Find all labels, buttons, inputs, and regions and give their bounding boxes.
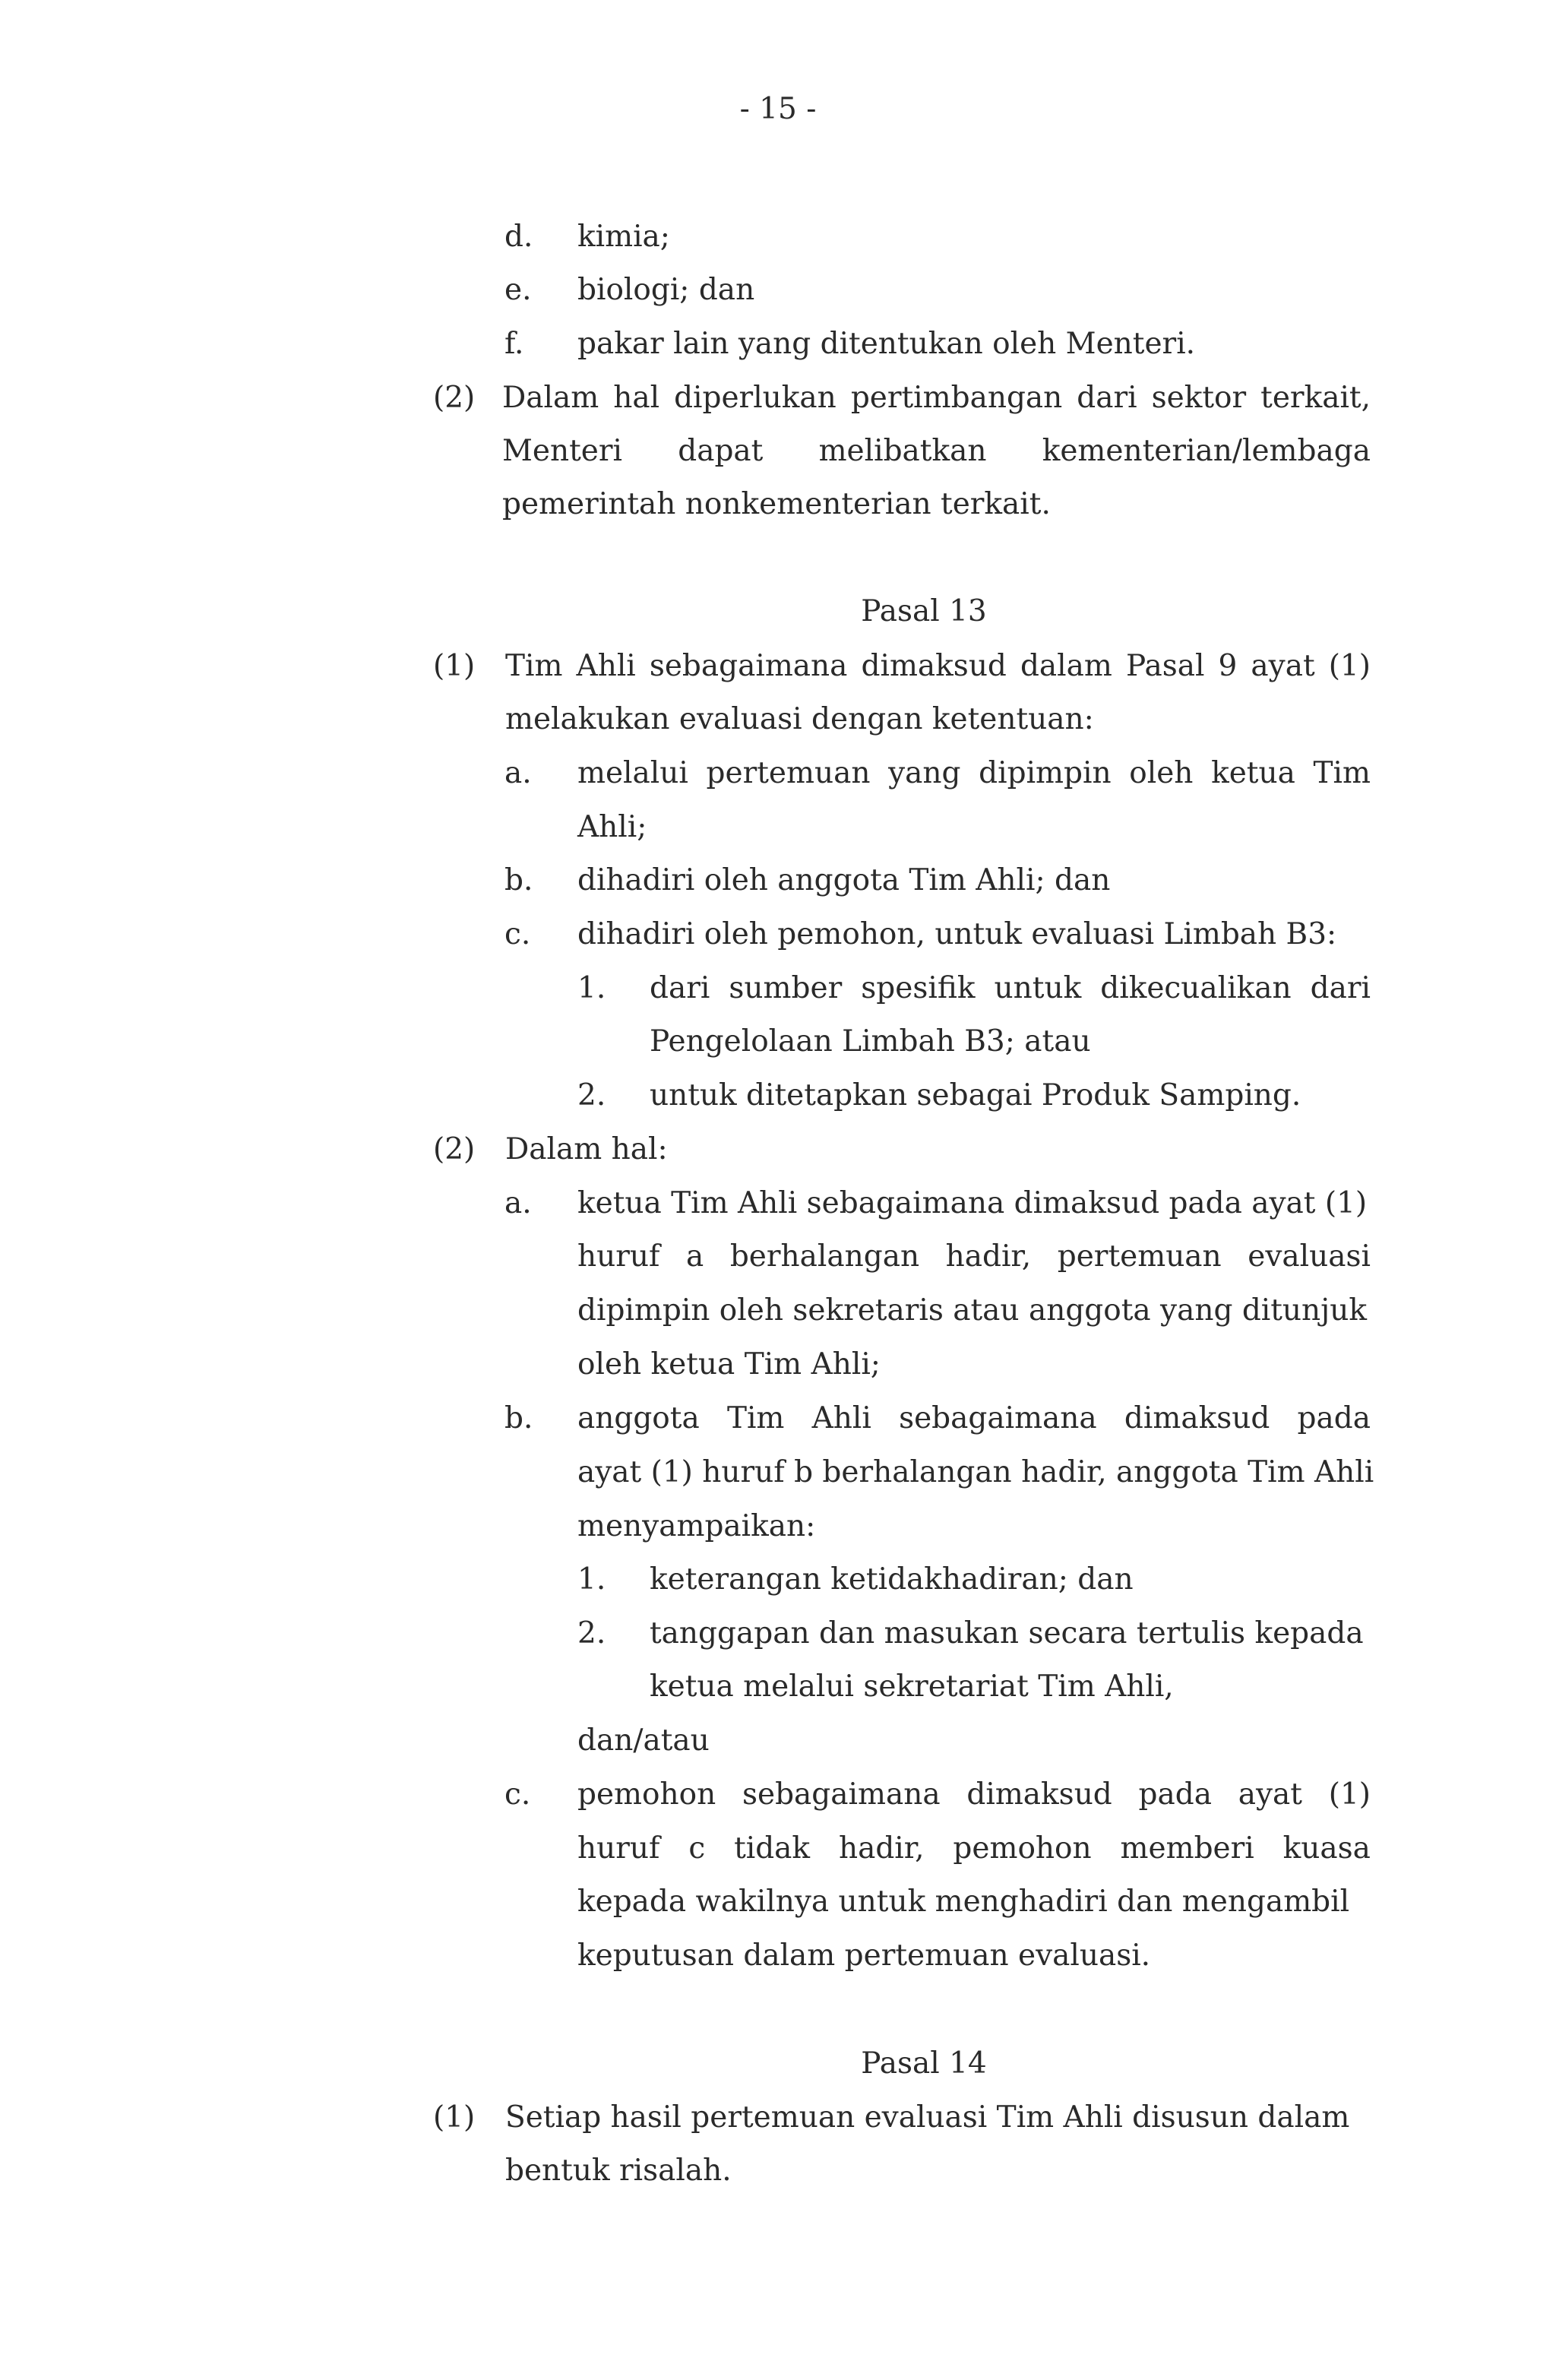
word: sektor (1151, 381, 1247, 415)
list-item: keputusan dalam pertemuan evaluasi. (577, 1938, 1151, 1973)
list-item: biologi; dan (577, 273, 755, 307)
word: evaluasi (1248, 1239, 1371, 1274)
list-item: pakar lain yang ditentukan oleh Menteri. (577, 327, 1196, 361)
word: memberi (1120, 1831, 1254, 1866)
list-marker: c. (504, 1777, 531, 1812)
word: hadir, (838, 1831, 925, 1866)
justified-line (577, 1239, 1371, 1274)
justified-line (502, 383, 1371, 413)
word: spesifik (861, 971, 976, 1005)
word: sebagaimana (649, 649, 848, 683)
word: dari (1310, 971, 1371, 1005)
word: oleh (1129, 756, 1194, 790)
word: (1) (1328, 1777, 1371, 1812)
justified-line (502, 436, 1371, 466)
word: dimaksud (1124, 1401, 1270, 1435)
word: (1) (1328, 649, 1371, 683)
word: berhalangan (729, 1239, 920, 1274)
list-marker: b. (504, 863, 533, 897)
word: pada (1138, 1777, 1212, 1812)
word: pemohon (577, 1777, 716, 1812)
sublist-marker: 2. (577, 1616, 606, 1650)
justified-line (650, 973, 1371, 1003)
word: huruf (577, 1831, 660, 1866)
word: terkait, (1260, 381, 1371, 415)
list-item: kimia; (577, 220, 670, 254)
list-marker: d. (504, 220, 533, 254)
word: dikecualikan (1100, 971, 1292, 1005)
ayat-marker: (1) (433, 649, 476, 683)
word: kementerian/lembaga (1042, 434, 1371, 468)
sublist-marker: 2. (577, 1078, 606, 1112)
sublist-item: untuk ditetapkan sebagai Produk Samping. (650, 1078, 1301, 1112)
sublist-item: Pengelolaan Limbah B3; atau (650, 1024, 1091, 1059)
word: dimaksud (861, 649, 1007, 683)
word: ayat (1251, 649, 1315, 683)
word: melibatkan (818, 434, 987, 468)
word: Ahli (811, 1401, 871, 1435)
word: diperlukan (674, 381, 837, 415)
word: hal (613, 381, 660, 415)
list-item: oleh ketua Tim Ahli; (577, 1347, 881, 1381)
word: dipimpin (979, 756, 1112, 790)
word: Pasal (1125, 649, 1205, 683)
word: dari (650, 971, 710, 1005)
sublist-marker: 1. (577, 971, 606, 1005)
list-marker: a. (504, 1186, 532, 1220)
list-item: menyampaikan: (577, 1509, 816, 1543)
paragraph-line: Setiap hasil pertemuan evaluasi Tim Ahli disusun dalam (505, 2100, 1350, 2135)
justified-line (577, 758, 1371, 788)
word: tidak (734, 1831, 811, 1866)
word: Dalam (502, 381, 599, 415)
justified-line (505, 651, 1371, 681)
word: Tim (505, 649, 563, 683)
word: Menteri (502, 434, 622, 468)
word: c (688, 1831, 706, 1866)
word: melalui (577, 756, 688, 790)
word: huruf (577, 1239, 660, 1274)
word: kuasa (1282, 1831, 1371, 1866)
justified-line (577, 1831, 1371, 1866)
page-number: - 15 - (739, 92, 817, 126)
word: dimaksud (966, 1777, 1112, 1812)
paragraph-line: bentuk risalah. (505, 2154, 732, 2188)
list-marker: e. (504, 273, 532, 307)
list-marker: a. (504, 756, 532, 790)
sublist-item: ketua melalui sekretariat Tim Ahli, (650, 1669, 1174, 1704)
word: yang (888, 756, 961, 790)
word: sebagaimana (899, 1401, 1097, 1435)
list-item: dipimpin oleh sekretaris atau anggota yang ditunjuk (577, 1293, 1368, 1328)
word: dapat (678, 434, 764, 468)
word: Tim (1313, 756, 1371, 790)
paragraph-line: Dalam hal: (505, 1132, 668, 1166)
word: pemohon (953, 1831, 1092, 1866)
word: pertemuan (1057, 1239, 1222, 1274)
paragraph-line: pemerintah nonkementerian terkait. (502, 487, 1051, 521)
word: Ahli (576, 649, 636, 683)
list-item: dihadiri oleh pemohon, untuk evaluasi Limbah B3: (577, 917, 1337, 951)
sublist-marker: 1. (577, 1562, 606, 1597)
ayat-marker: (2) (433, 381, 476, 415)
word: sebagaimana (742, 1777, 941, 1812)
list-item: dihadiri oleh anggota Tim Ahli; dan (577, 863, 1111, 897)
justified-line (577, 1401, 1371, 1435)
word: ketua (1211, 756, 1295, 790)
list-item: ayat (1) huruf b berhalangan hadir, anggota Tim Ahli (577, 1455, 1374, 1489)
word: hadir, (945, 1239, 1032, 1274)
word: sumber (729, 971, 843, 1005)
word: ayat (1238, 1777, 1302, 1812)
list-item: ketua Tim Ahli sebagaimana dimaksud pada ayat (1) (577, 1186, 1368, 1220)
sublist-item: tanggapan dan masukan secara tertulis kepada (650, 1616, 1364, 1650)
word: pertemuan (706, 756, 871, 790)
word: a (686, 1239, 704, 1274)
list-item: kepada wakilnya untuk menghadiri dan mengambil (577, 1885, 1350, 1919)
paragraph-line: melakukan evaluasi dengan ketentuan: (505, 702, 1094, 736)
ayat-marker: (2) (433, 1132, 476, 1166)
word: Tim (726, 1401, 785, 1435)
article-heading: Pasal 14 (861, 2046, 987, 2081)
ayat-marker: (1) (433, 2100, 476, 2135)
word: anggota (577, 1401, 700, 1435)
sublist-item: keterangan ketidakhadiran; dan (650, 1562, 1134, 1597)
list-marker: f. (504, 327, 524, 361)
word: dari (1077, 381, 1137, 415)
justified-line (577, 1777, 1371, 1812)
list-marker: b. (504, 1401, 533, 1435)
list-item: dan/atau (577, 1723, 710, 1758)
word: 9 (1218, 649, 1238, 683)
word: dalam (1020, 649, 1112, 683)
list-item: Ahli; (577, 810, 647, 844)
word: untuk (994, 971, 1082, 1005)
word: pertimbangan (850, 381, 1063, 415)
word: pada (1297, 1401, 1371, 1435)
list-marker: c. (504, 917, 531, 951)
article-heading: Pasal 13 (861, 594, 987, 628)
